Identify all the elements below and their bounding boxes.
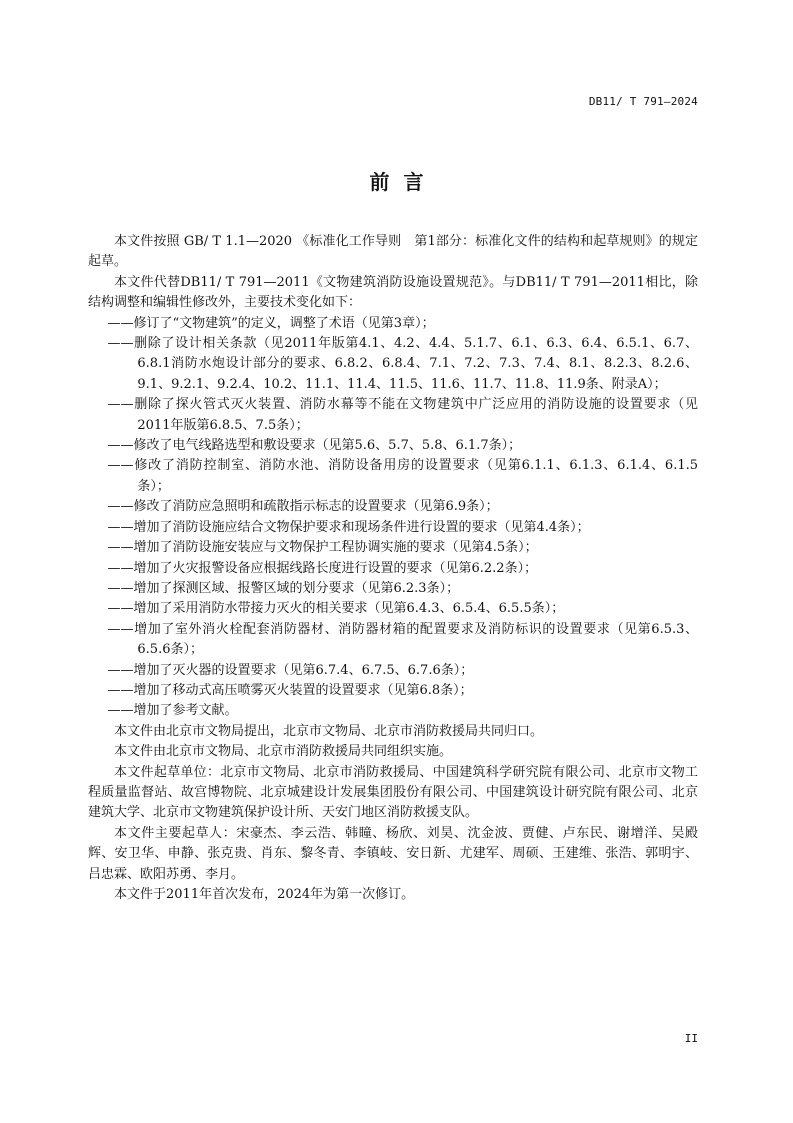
change-item: ——增加了采用消防水带接力灭火的相关要求（见第6.4.3、6.5.4、6.5.5条）； bbox=[107, 601, 565, 617]
change-item: ——修订了“文物建筑”的定义，调整了术语（见第3章）； bbox=[107, 315, 435, 331]
drafters-paragraph: 本文件主要起草人：宋豪杰、李云浩、韩瞳、杨欣、刘昊、沈金波、贾健、卢东民、谢增洋、吴殿辉、安卫华、申静、张克贵、肖东、黎冬青、李镇岐、安日新、尤建军、周硕、王建维、张浩、郭明宇、吕忠霖、欧阳苏勇、李月。 bbox=[88, 825, 698, 882]
change-item: ——删除了设计相关条款（见2011年版第4.1、4.2、4.4、5.1.7、6.1、6.3、6.4、6.5.1、6.7、6.8.1消防水炮设计部分的要求、6.8.2、6.8.4、7.1、7.2、7.3、7.4、8.1、8.2.3、8.2.6、9.1、9.2.1、9.2.4、10.2、11.1、11.4、11.5、11.6、11.7、11.8、11.9条、附录A）； bbox=[107, 336, 698, 392]
page-number: II bbox=[684, 1032, 698, 1045]
change-item: ——增加了灭火器的设置要求（见第6.7.4、6.7.5、6.7.6条）； bbox=[107, 662, 474, 678]
change-item: ——增加了消防设施应结合文物保护要求和现场条件进行设置的要求（见第4.4条）； bbox=[107, 519, 590, 535]
implementer-paragraph: 本文件由北京市文物局、北京市消防救援局共同组织实施。 bbox=[114, 744, 453, 760]
proposer-paragraph: 本文件由北京市文物局提出，北京市文物局、北京市消防救援局共同归口。 bbox=[114, 723, 544, 739]
page-title: 前言 bbox=[369, 170, 438, 194]
release-history-paragraph: 本文件于2011年首次发布，2024年为第一次修订。 bbox=[114, 887, 415, 902]
intro-paragraph-replacement: 本文件代替DB11/ T 791—2011《文物建筑消防设施设置规范》。与DB11/ T 791—2011相比，除结构调整和编辑性修改外，主要技术变化如下： bbox=[88, 274, 698, 311]
change-item: ——增加了火灾报警设备应根据线路长度进行设置的要求（见第6.2.2条）； bbox=[107, 560, 538, 576]
change-item: ——修改了电气线路选型和敷设要求（见第5.6、5.7、5.8、6.1.7条）； bbox=[107, 438, 522, 454]
foreword-body bbox=[88, 232, 698, 905]
intro-paragraph-drafting-rules: 本文件按照 GB/ T 1.1—2020 《标准化工作导则 第1部分：标准化文件的结构和起草规则》的规定起草。 bbox=[88, 234, 698, 270]
standard-code: DB11/ T 791—2024 bbox=[588, 95, 698, 108]
change-item: ——修改了消防应急照明和疏散指示标志的设置要求（见第6.9条）； bbox=[107, 499, 499, 515]
technical-changes-list bbox=[88, 314, 698, 722]
change-item: ——修改了消防控制室、消防水池、消防设备用房的设置要求（见第6.1.1、6.1.3、6.1.4、6.1.5条）； bbox=[107, 458, 698, 494]
change-item: ——增加了探测区域、报警区域的划分要求（见第6.2.3条）； bbox=[107, 580, 460, 596]
change-item: ——增加了室外消火栓配套消防器材、消防器材箱的配置要求及消防标识的设置要求（见第6.5.3、6.5.6条）； bbox=[107, 621, 698, 658]
change-item: ——删除了探火管式灭火装置、消防水幕等不能在文物建筑中广泛应用的消防设施的设置要求（见2011年版第6.8.5、7.5条）； bbox=[107, 397, 698, 433]
change-item: ——增加了消防设施安装应与文物保护工程协调实施的要求（见第4.5条）； bbox=[107, 540, 538, 556]
change-item: ——增加了参考文献。 bbox=[107, 703, 238, 719]
change-item: ——增加了移动式高压喷雾灭火装置的设置要求（见第6.8条）； bbox=[107, 682, 473, 698]
drafting-units-paragraph: 本文件起草单位：北京市文物局、北京市消防救援局、中国建筑科学研究院有限公司、北京市文物工程质量监督站、故宫博物院、北京城建设计发展集团股份有限公司、中国建筑设计研究院有限公司、北京建筑大学、北京市文物建筑保护设计所、天安门地区消防救援支队。 bbox=[88, 764, 698, 821]
